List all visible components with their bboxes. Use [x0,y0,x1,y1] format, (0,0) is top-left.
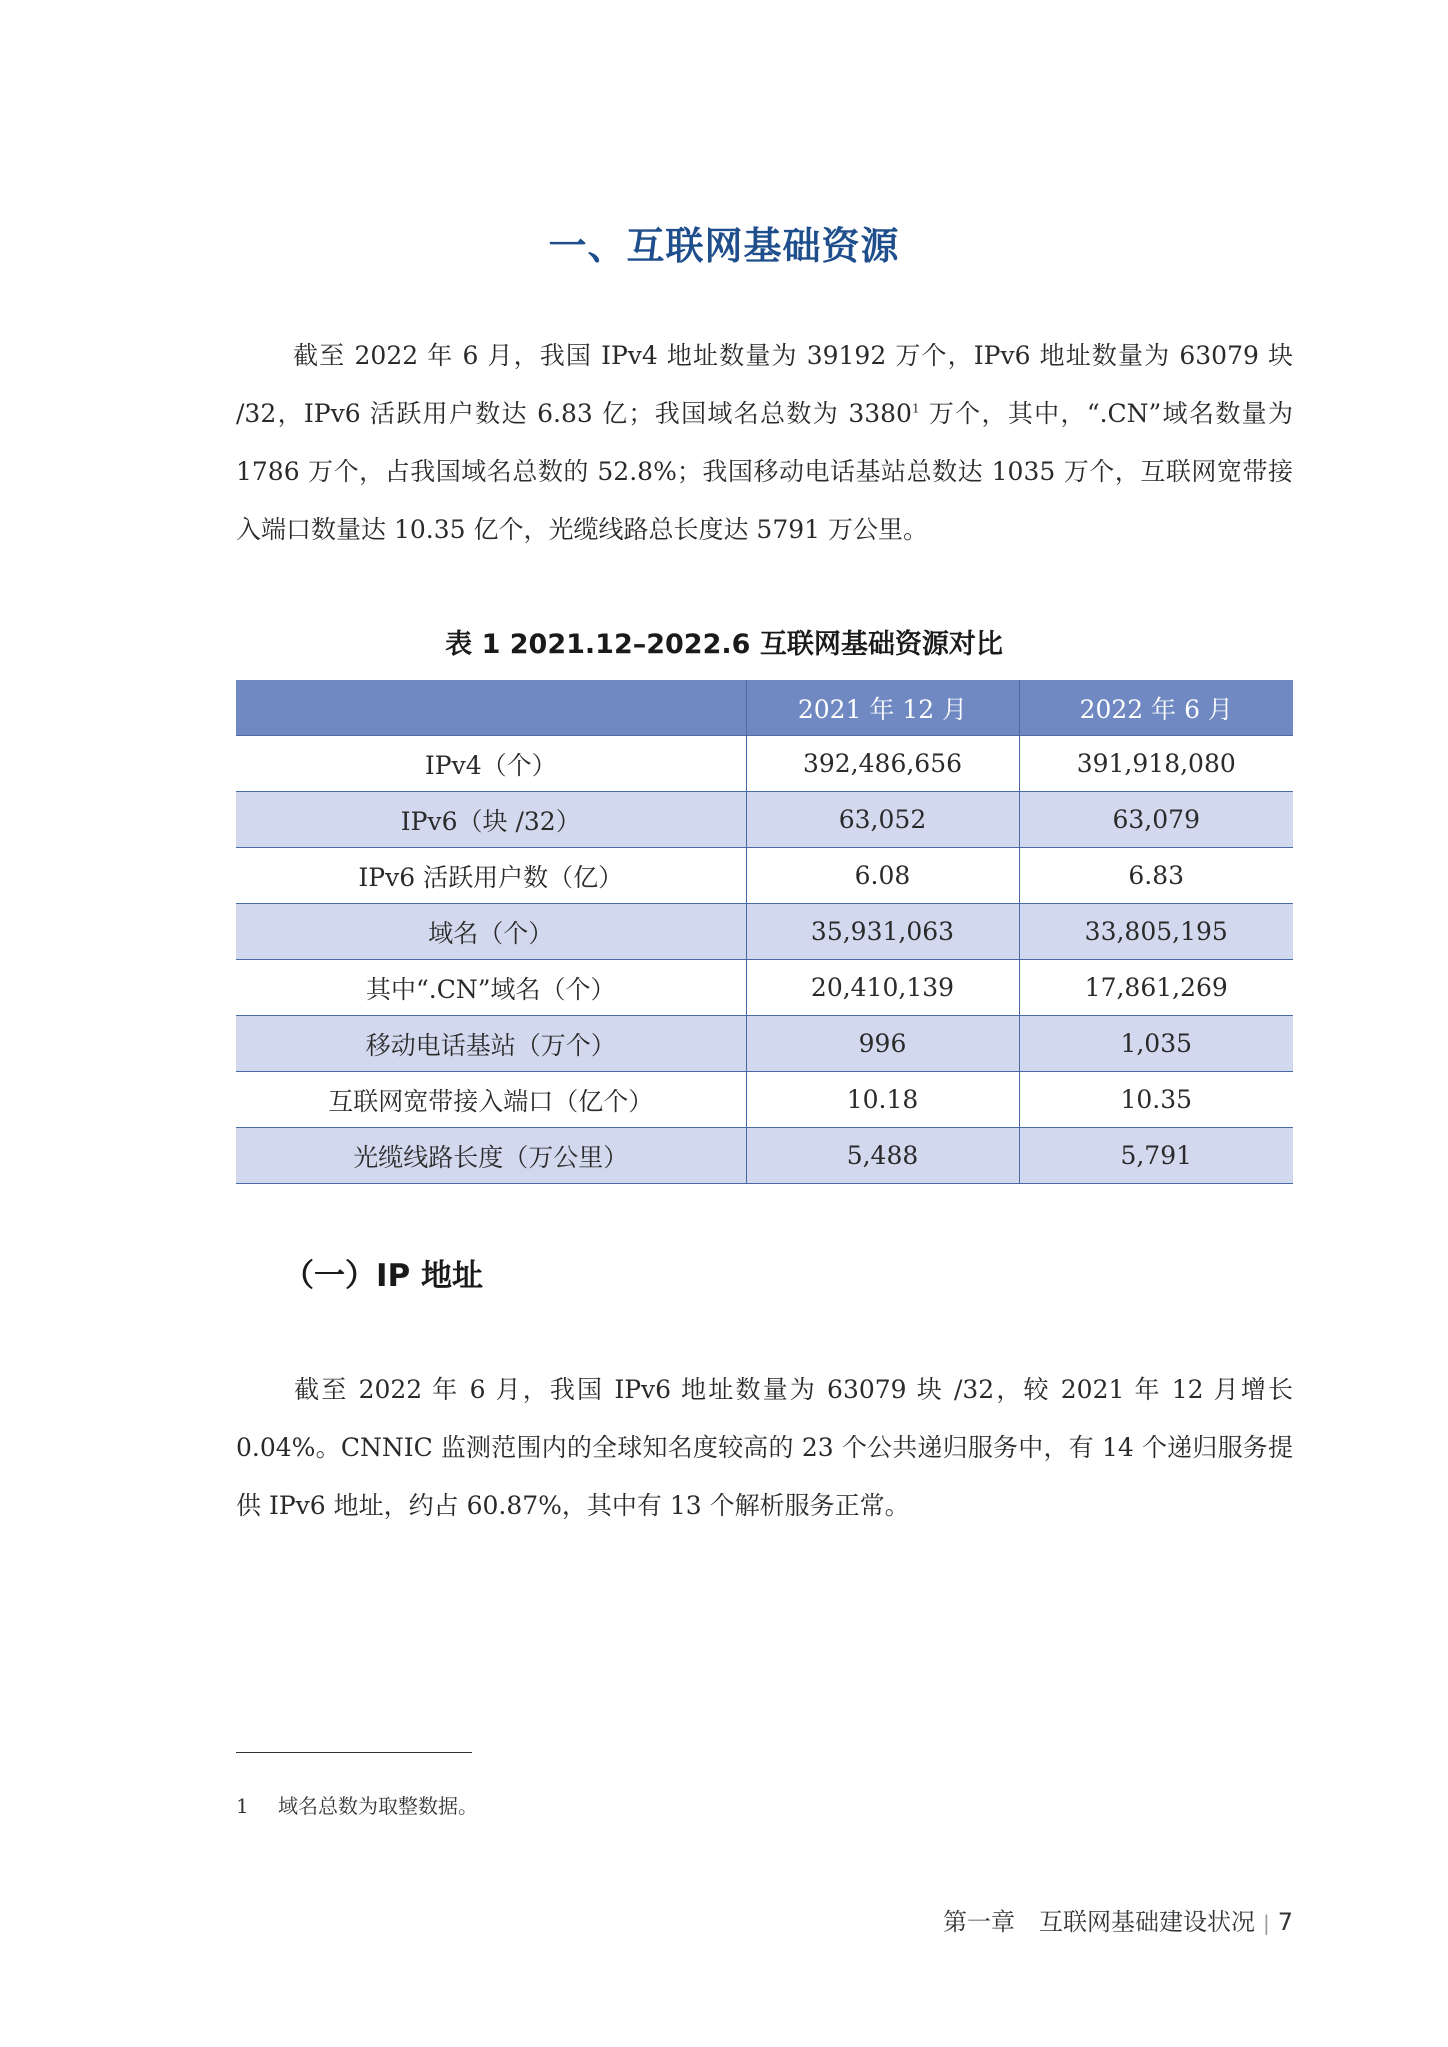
table-row [236,792,1293,848]
ip-address-text: 截至 2022 年 6 月，我国 IPv6 地址数量为 63079 块 /32，较 2021 年 12 月增长 0.04%。CNNIC 监测范围内的全球知名度较高的 23 个公共递归服务中，有 14 个递归服务提供 IPv6 地址，约占 60.87%，其中有 13 个解析服务正常。 [236,1375,1293,1520]
table-row [236,848,1293,904]
table-row [236,1128,1293,1184]
value-2022-06: 33,805,195 [1019,904,1293,960]
row-label: 其中“.CN”域名（个） [236,960,746,1016]
intro-text-part-2: 万个，其中，“.CN”域名数量为 1786 万个，占我国域名总数的 52.8%；我国移动电话基站总数达 1035 万个，互联网宽带接入端口数量达 10.35 亿个，光缆线路总长度达 5791 万公里。 [236,399,1293,544]
footnote [236,1790,478,1819]
table-row [236,960,1293,1016]
footnote-text: 域名总数为取整数据。 [278,1794,478,1818]
value-2021-12: 63,052 [746,792,1019,848]
subsection-title: （一）IP 地址 [283,1258,484,1294]
table-row [236,904,1293,960]
footer-separator: | [1262,1911,1270,1935]
table-header-cell [236,680,746,736]
value-2022-06: 391,918,080 [1019,736,1293,792]
value-2022-06: 5,791 [1019,1128,1293,1184]
row-label: 互联网宽带接入端口（亿个） [236,1072,746,1128]
table-header-cell: 2022 年 6 月 [1019,680,1293,736]
value-2021-12: 20,410,139 [746,960,1019,1016]
value-2022-06: 17,861,269 [1019,960,1293,1016]
table-row [236,1072,1293,1128]
value-2022-06: 6.83 [1019,848,1293,904]
intro-text-part-1: 截至 2022 年 6 月，我国 IPv4 地址数量为 39192 万个，IPv6 地址数量为 63079 块 /32，IPv6 活跃用户数达 6.83 亿；我国域名总数为 3380 [236,341,1293,428]
intro-paragraph [236,327,1293,559]
row-label: IPv4（个） [236,736,746,792]
ip-address-paragraph [236,1361,1293,1535]
row-label: 域名（个） [236,904,746,960]
value-2022-06: 63,079 [1019,792,1293,848]
page-footer [943,1902,1293,1937]
table-row [236,1016,1293,1072]
value-2021-12: 10.18 [746,1072,1019,1128]
footnote-reference[interactable]: 1 [911,401,920,416]
footnote-divider [236,1752,472,1753]
row-label: 光缆线路长度（万公里） [236,1128,746,1184]
table-header-row [236,680,1293,736]
value-2021-12: 6.08 [746,848,1019,904]
row-label: 移动电话基站（万个） [236,1016,746,1072]
value-2021-12: 35,931,063 [746,904,1019,960]
table-caption: 表 1 2021.12–2022.6 互联网基础资源对比 [445,629,1003,660]
footnote-number: 1 [236,1794,249,1818]
row-label: IPv6（块 /32） [236,792,746,848]
table-header-cell: 2021 年 12 月 [746,680,1019,736]
page-number: 7 [1277,1908,1293,1936]
row-label: IPv6 活跃用户数（亿） [236,848,746,904]
value-2022-06: 1,035 [1019,1016,1293,1072]
resource-comparison-table [236,680,1293,1184]
table-row [236,736,1293,792]
value-2021-12: 392,486,656 [746,736,1019,792]
value-2022-06: 10.35 [1019,1072,1293,1128]
value-2021-12: 5,488 [746,1128,1019,1184]
section-title: 一、互联网基础资源 [548,224,900,268]
footer-chapter-title: 第一章 互联网基础建设状况 [942,1908,1255,1936]
value-2021-12: 996 [746,1016,1019,1072]
